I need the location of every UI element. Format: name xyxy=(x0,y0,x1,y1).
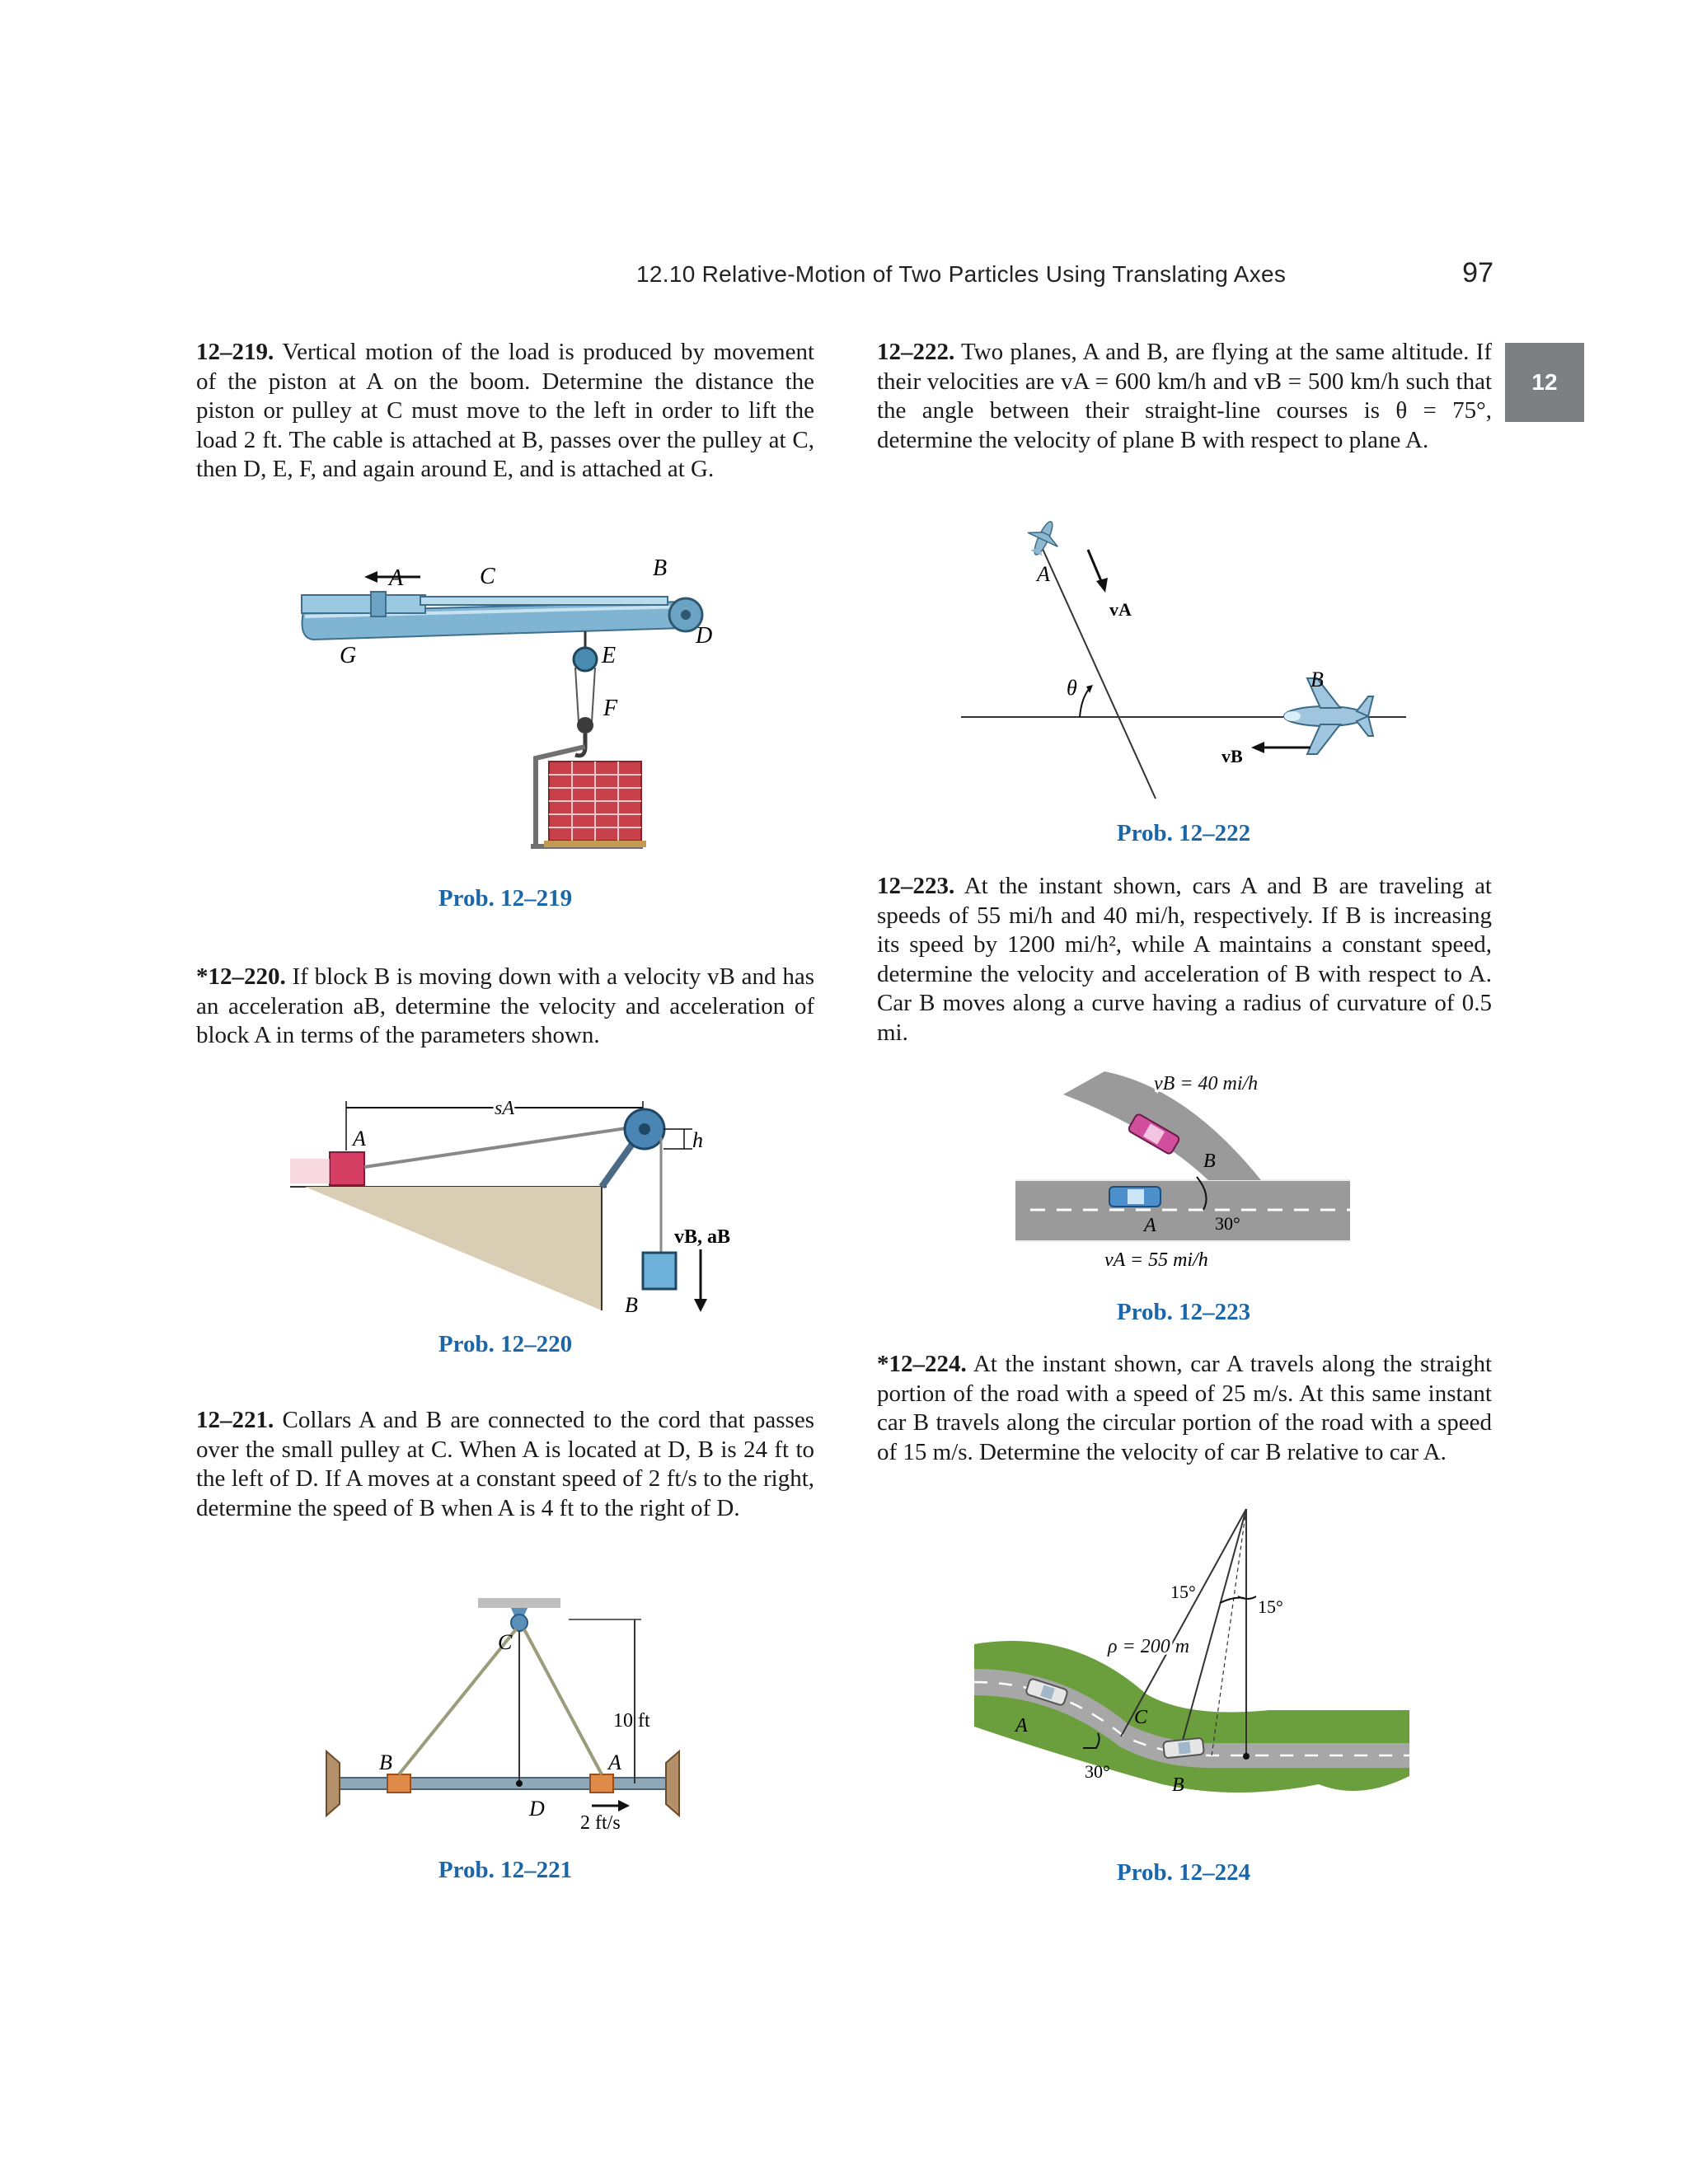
label-B: B xyxy=(653,555,668,581)
label-B: B xyxy=(379,1750,392,1774)
label-B: B xyxy=(1203,1151,1216,1172)
caption-12-220: Prob. 12–220 xyxy=(438,1331,573,1357)
problem-number: 12–222. xyxy=(877,339,955,365)
label-vB-aB: vB, aB xyxy=(674,1226,731,1248)
problem-text: Vertical motion of the load is produced by movement of the piston at A on the boom. Determine the distance the piston or pulley at C must move to the left in order to lift the load 2 ft. The cable is attached at B, passes over the pulley at C, then D, E, F, and again around E, and is attached at G. xyxy=(196,339,815,482)
label-B: B xyxy=(625,1293,638,1317)
problem-number: *12–224. xyxy=(877,1351,967,1377)
problem-number: *12–220. xyxy=(196,963,286,990)
label-E: E xyxy=(602,643,617,668)
problem-number: 12–219. xyxy=(196,339,274,365)
problem-12-222 xyxy=(877,338,1492,455)
problem-number: 12–223. xyxy=(877,873,955,899)
caption-12-223: Prob. 12–223 xyxy=(1116,1299,1251,1325)
figure-12-224 xyxy=(973,1504,1418,1834)
label-vB: vB xyxy=(1221,746,1243,766)
label-10ft: 10 ft xyxy=(613,1710,650,1732)
label-A: A xyxy=(353,1127,366,1151)
label-2fts: 2 ft/s xyxy=(580,1812,621,1834)
caption-12-219: Prob. 12–219 xyxy=(438,885,573,912)
label-vA: vA = 55 mi/h xyxy=(1104,1249,1208,1271)
label-30deg: 30° xyxy=(1215,1213,1240,1234)
label-15deg-left: 15° xyxy=(1170,1582,1196,1602)
label-A: A xyxy=(389,565,404,591)
label-B: B xyxy=(1311,668,1324,691)
caption-12-222: Prob. 12–222 xyxy=(1116,820,1251,846)
problem-text: If block B is moving down with a velocity vB and has an acceleration aB, determine the velocity and acceleration of block A in terms of the parameters shown. xyxy=(196,963,814,1048)
label-vB: vB = 40 mi/h xyxy=(1154,1073,1259,1094)
problem-12-223 xyxy=(877,872,1492,1047)
problem-text: At the instant shown, cars A and B are traveling at speeds of 55 mi/h and 40 mi/h, respectively. If B is increasing its speed by 1200 mi/h², while A maintains a constant speed, determine the velocity and acceleration of B with respect to A. Car B moves along a curve having a radius of curvature of 0.5 mi. xyxy=(877,873,1492,1046)
label-30deg: 30° xyxy=(1085,1761,1110,1782)
problem-12-221 xyxy=(196,1406,814,1523)
figure-12-223 xyxy=(1014,1071,1360,1277)
caption-12-224: Prob. 12–224 xyxy=(1116,1859,1251,1886)
label-theta: θ xyxy=(1067,676,1077,700)
problem-text: At the instant shown, car A travels along the straight portion of the road with a speed of 25 m/s. At this same instant car B travels along the circular portion of the road with a speed of 15 m/s. Determine the velocity of car B relative to car A. xyxy=(877,1351,1492,1465)
section-title: 12.10 Relative-Motion of Two Particles Using Translating Axes xyxy=(636,261,1287,287)
label-vA: vA xyxy=(1109,599,1132,620)
problem-12-219 xyxy=(196,338,814,485)
running-header xyxy=(626,257,1500,298)
figure-12-222 xyxy=(956,515,1418,804)
label-F: F xyxy=(603,696,618,721)
problem-12-220 xyxy=(196,963,814,1051)
label-h: h xyxy=(692,1128,703,1152)
chapter-tab: 12 xyxy=(1505,343,1584,422)
label-A: A xyxy=(1015,1715,1028,1736)
problem-12-224 xyxy=(877,1350,1492,1467)
label-A: A xyxy=(608,1750,621,1774)
label-C: C xyxy=(498,1630,513,1654)
label-15deg-right: 15° xyxy=(1258,1596,1283,1617)
label-rho: ρ = 200 m xyxy=(1108,1636,1190,1657)
caption-12-221: Prob. 12–221 xyxy=(438,1857,573,1883)
label-G: G xyxy=(340,643,357,668)
label-C: C xyxy=(480,564,495,589)
problem-number: 12–221. xyxy=(196,1407,274,1433)
label-A: A xyxy=(1144,1215,1156,1236)
figure-12-219 xyxy=(297,552,713,865)
problem-text: Two planes, A and B, are flying at the same altitude. If their velocities are vA = 600 km/h and vB = 500 km/h such that the angle between their straight-line courses is θ = 75°, determine the velocity of plane B with respect to plane A. xyxy=(877,339,1492,453)
label-B: B xyxy=(1172,1774,1184,1796)
label-C: C xyxy=(1134,1707,1148,1728)
figure-12-220 xyxy=(288,1096,750,1319)
page-number: 97 xyxy=(1462,257,1493,288)
figure-12-221 xyxy=(321,1595,684,1834)
problem-text: Collars A and B are connected to the cord that passes over the small pulley at C. When A is located at D, B is 24 ft to the left of D. If A moves at a constant speed of 2 ft/s to the right, determine the speed of B when A is 4 ft to the right of D. xyxy=(196,1407,815,1521)
label-D: D xyxy=(529,1797,545,1821)
label-D: D xyxy=(696,623,713,649)
label-sA: sA xyxy=(495,1098,514,1119)
label-A: A xyxy=(1037,562,1050,586)
